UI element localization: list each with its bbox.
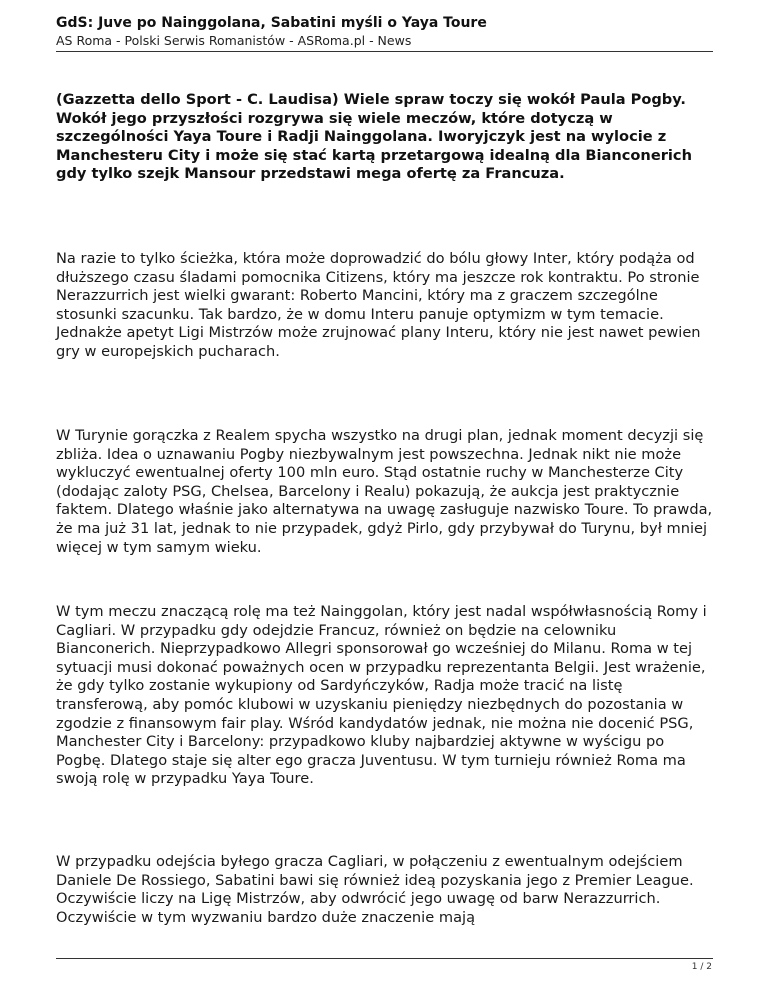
article-lead: (Gazzetta dello Sport - C. Laudisa) Wiele spraw toczy się wokół Paula Pogby. Wokół jego przyszłości rozgrywa się wiele meczów, które dotyczą w szczególności Yaya Toure i Radji Nainggolana. Iworyjczyk jest na wylocie z Manchesteru City i może się stać kartą przetargową idealną dla Bianconerich gdy tylko szejk Mansour przedstawi mega ofertę za Francuza. xyxy=(56,91,692,183)
footer-divider xyxy=(56,958,713,959)
document-header xyxy=(56,14,713,49)
article-paragraph: Na razie to tylko ścieżka, która może doprowadzić do bólu głowy Inter, który podąża od dłuższego czasu śladami pomocnika Citizens, który ma jeszcze rok kontraktu. Po stronie Nerazzurrich jest wielki gwarant: Roberto Mancini, który ma z graczem szczególne stosunki szacunku. Tak bardzo, że w domu Interu panuje optymizm w tym temacie. Jednakże apetyt Ligi Mistrzów może zrujnować plany Interu, który nie jest nawet pewien gry w europejskich pucharach. xyxy=(56,250,701,360)
site-subtitle: AS Roma - Polski Serwis Romanistów - ASRoma.pl - News xyxy=(56,33,412,48)
article-paragraph: W Turynie gorączka z Realem spycha wszystko na drugi plan, jednak moment decyzji się zbliża. Idea o uznawaniu Pogby niezbywalnym jest powszechna. Jednak nikt nie może wykluczyć ewentualnej oferty 100 mln euro. Stąd ostatnie ruchy w Manchesterze City (dodając zaloty PSG, Chelsea, Barcelony i Realu) pokazują, że aukcja jest praktycznie faktem. Dlatego właśnie jako alternatywa na uwagę zasługuje nazwisko Toure. To prawda, że ma już 31 lat, jednak to nie przypadek, gdyż Pirlo, gdy przybywał do Turynu, był mniej więcej w tym samym wieku. xyxy=(56,427,713,556)
article-paragraph: W tym meczu znaczącą rolę ma też Nainggolan, który jest nadal współwłasnością Romy i Cagliari. W przypadku gdy odejdzie Francuz, również on będzie na celowniku Bianconerich. Nieprzypadkowo Allegri sponsorował go wcześniej do Milanu. Roma w tej sytuacji musi dokonać poważnych ocen w przypadku reprezentanta Belgii. Jest wrażenie, że gdy tylko zostanie wykupiony od Sardyńczyków, Radja może tracić na listę transferową, aby pomóc klubowi w uzyskaniu pieniędzy niezbędnych do pozostania w zgodzie z finansowym fair play. Wśród kandydatów jednak, nie można nie docenić PSG, Manchester City i Barcelony: przypadkowo kluby najbardziej aktywne w wyścigu po Pogbę. Dlatego staje się alter ego gracza Juventusu. W tym turnieju również Roma ma swoją rolę w przypadku Yaya Toure. xyxy=(56,603,707,788)
article-title: GdS: Juve po Nainggolana, Sabatini myśli o Yaya Toure xyxy=(56,15,487,31)
header-divider xyxy=(56,51,713,52)
article-paragraph: W przypadku odejścia byłego gracza Cagliari, w połączeniu z ewentualnym odejściem Daniele De Rossiego, Sabatini bawi się również ideą pozyskania jego z Premier League. Oczywiście liczy na Ligę Mistrzów, aby odwrócić jego uwagę od barw Nerazzurrich. Oczywiście w tym wyzwaniu bardzo duże znaczenie mają xyxy=(56,853,694,926)
page-number: 1 / 2 xyxy=(691,962,712,972)
